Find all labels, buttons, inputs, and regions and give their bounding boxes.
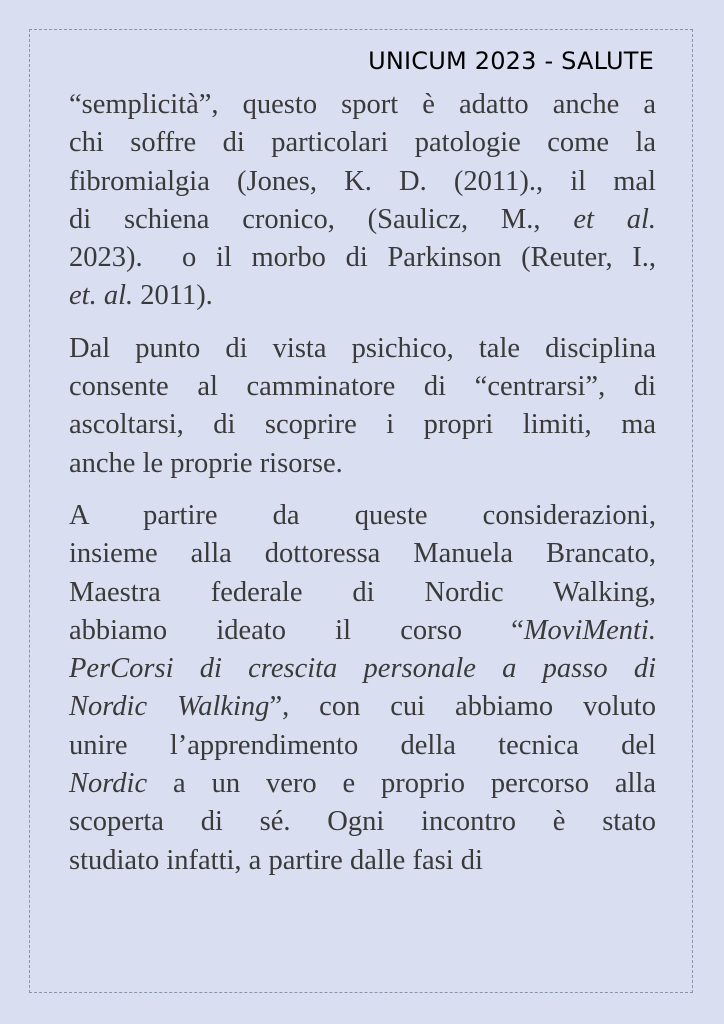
text-line bbox=[69, 574, 656, 612]
text-segment: 2011). bbox=[133, 280, 213, 312]
text-line bbox=[69, 842, 656, 880]
text-line bbox=[69, 201, 656, 239]
text-line bbox=[69, 650, 656, 688]
text-segment: scoperta di sé. Ogni incontro è stato bbox=[69, 806, 657, 838]
text-segment: insieme alla dottoressa Manuela Brancato, bbox=[69, 538, 656, 570]
text-line bbox=[69, 277, 656, 315]
text-line bbox=[69, 803, 656, 841]
text-segment: 2023). o il morbo di Parkinson (Reuter, I., bbox=[69, 242, 657, 274]
text-line bbox=[69, 497, 656, 535]
text-segment: “semplicità”, questo sport è adatto anche a bbox=[69, 89, 656, 120]
article-body bbox=[69, 86, 656, 894]
text-segment: abbiamo ideato il corso “ bbox=[69, 614, 524, 646]
text-line bbox=[69, 86, 656, 124]
text-segment: consente al camminatore di “centrarsi”, di bbox=[69, 371, 656, 403]
text-segment: anche le proprie risorse. bbox=[69, 447, 343, 479]
text-segment: unire l’apprendimento della tecnica del bbox=[69, 729, 656, 761]
paragraph bbox=[69, 497, 656, 880]
italic-text: Nordic bbox=[69, 768, 148, 800]
text-segment: a un vero e proprio percorso alla bbox=[147, 768, 656, 800]
text-segment: di schiena cronico, (Saulicz, M., bbox=[69, 203, 574, 235]
text-segment: Dal punto di vista psichico, tale disciplina bbox=[69, 332, 656, 364]
italic-text: Nordic Walking bbox=[69, 691, 270, 723]
text-segment: chi soffre di particolari patologie come la bbox=[69, 127, 656, 159]
text-segment: A partire da queste considerazioni, bbox=[69, 499, 656, 531]
text-line bbox=[69, 445, 656, 483]
text-line bbox=[69, 727, 656, 765]
paragraph bbox=[69, 330, 656, 483]
text-segment: fibromialgia (Jones, K. D. (2011)., il mal bbox=[69, 165, 656, 197]
text-segment: ”, con cui abbiamo voluto bbox=[269, 691, 656, 723]
text-line bbox=[69, 765, 656, 803]
text-line bbox=[69, 612, 656, 650]
text-line bbox=[69, 330, 656, 368]
italic-text: PerCorsi di crescita personale a passo di bbox=[69, 653, 656, 685]
text-segment: Maestra federale di Nordic Walking, bbox=[69, 576, 657, 608]
text-segment: ascoltarsi, di scoprire i propri limiti, ma bbox=[69, 409, 657, 441]
text-line bbox=[69, 163, 656, 201]
paragraph bbox=[69, 86, 656, 316]
text-segment: studiato infatti, a partire dalle fasi di bbox=[69, 844, 483, 876]
text-line bbox=[69, 688, 656, 726]
italic-text: MoviMenti. bbox=[523, 614, 656, 646]
page-header: UNICUM 2023 - SALUTE bbox=[368, 47, 654, 75]
text-line bbox=[69, 535, 656, 573]
italic-text: et al. bbox=[573, 203, 656, 235]
text-line bbox=[69, 124, 656, 162]
text-line bbox=[69, 406, 656, 444]
italic-text: et. al. bbox=[69, 280, 134, 312]
text-line bbox=[69, 239, 656, 277]
text-line bbox=[69, 368, 656, 406]
